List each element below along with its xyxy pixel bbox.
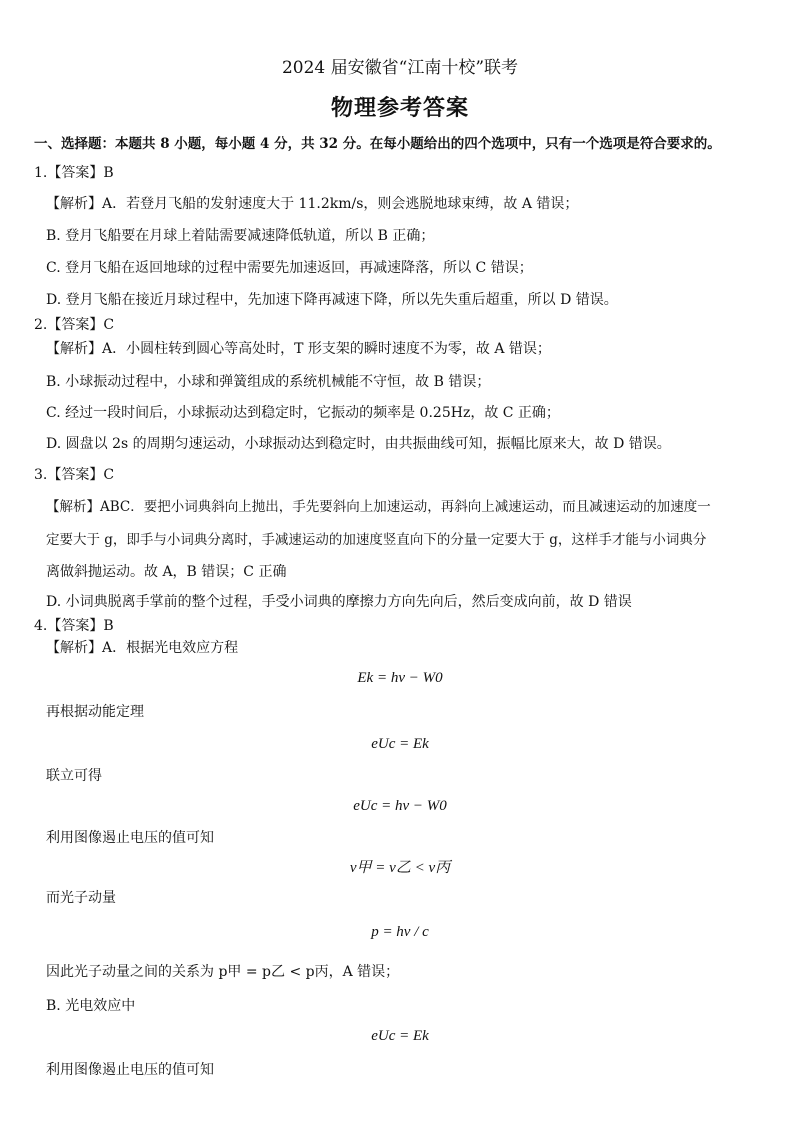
formula-photoelectric: Ek = hν − W0 <box>357 670 443 686</box>
q3-answer: 3.【答案】C <box>34 467 115 483</box>
page-title: 物理参考答案 <box>330 95 469 121</box>
q3-analysis-line3: 离做斜抛运动。故 A，B 错误；C 正确 <box>46 564 287 580</box>
q3-analysis-line1: 【解析】ABC．要把小词典斜向上抛出，手先要斜向上加速运动，再斜向上减速运动，而且减速运动的加速度一 <box>46 499 711 515</box>
q2-analysis-a: 【解析】A．小圆柱转到圆心等高处时，T 形支架的瞬时速度不为零，故 A 错误； <box>46 341 551 357</box>
q4-momentum-text: 而光子动量 <box>46 890 116 906</box>
formula-frequency-relation: ν甲 = ν乙 < ν丙 <box>349 860 451 876</box>
formula-stopping-voltage: eUc = Ek <box>371 736 429 752</box>
q1-analysis-a: 【解析】A．若登月飞船的发射速度大于 11.2km/s，则会逃脱地球束缚，故 A 错误； <box>46 196 579 212</box>
q1-analysis-c: C. 登月飞船在返回地球的过程中需要先加速返回，再减速降落，所以 C 错误； <box>46 260 533 276</box>
q1-answer: 1.【答案】B <box>34 165 114 181</box>
q4-analysis-b: B. 光电效应中 <box>46 998 136 1014</box>
q2-analysis-b: B. 小球振动过程中，小球和弹簧组成的系统机械能不守恒，故 B 错误； <box>46 374 491 390</box>
formula-momentum: p = hν / c <box>371 924 429 940</box>
q2-analysis-d: D. 圆盘以 2s 的周期匀速运动，小球振动达到稳定时，由共振曲线可知，振幅比原来大，故 D 错误。 <box>46 436 671 452</box>
q4-combine-text: 联立可得 <box>46 768 102 784</box>
q4-analysis-intro: 【解析】A．根据光电效应方程 <box>46 640 239 656</box>
q4-graph-text: 利用图像遏止电压的值可知 <box>46 830 214 846</box>
q1-analysis-d: D. 登月飞船在接近月球过程中，先加速下降再减速下降，所以先失重后超重，所以 D 错误。 <box>46 292 618 308</box>
q2-analysis-c: C. 经过一段时间后，小球振动达到稳定时，它振动的频率是 0.25Hz，故 C 正确； <box>46 405 560 421</box>
q4-kinetic-theorem-text: 再根据动能定理 <box>46 704 144 720</box>
q2-answer: 2.【答案】C <box>34 317 115 333</box>
q3-analysis-line2: 定要大于 g，即手与小词典分离时，手减速运动的加速度竖直向下的分量一定要大于 g，这样手才能与小词典分 <box>46 532 707 548</box>
q1-analysis-b: B. 登月飞船要在月球上着陆需要减速降低轨道，所以 B 正确； <box>46 228 435 244</box>
formula-stopping-voltage-b: eUc = Ek <box>371 1028 429 1044</box>
q4-graph-text-b: 利用图像遏止电压的值可知 <box>46 1062 214 1078</box>
q3-analysis-d: D. 小词典脱离手掌前的整个过程，手受小词典的摩擦力方向先向后，然后变成向前，故 D 错误 <box>46 594 632 610</box>
q4-momentum-relation: 因此光子动量之间的关系为 p甲 = p乙 < p丙，A 错误； <box>46 964 400 980</box>
formula-combined: eUc = hν − W0 <box>353 798 447 814</box>
q4-answer: 4.【答案】B <box>34 618 114 634</box>
section-heading: 一、选择题：本题共 8 小题，每小题 4 分，共 32 分。在每小题给出的四个选项中，只有一个选项是符合要求的。 <box>34 136 721 152</box>
exam-title: 2024 届安徽省“江南十校”联考 <box>281 58 519 78</box>
